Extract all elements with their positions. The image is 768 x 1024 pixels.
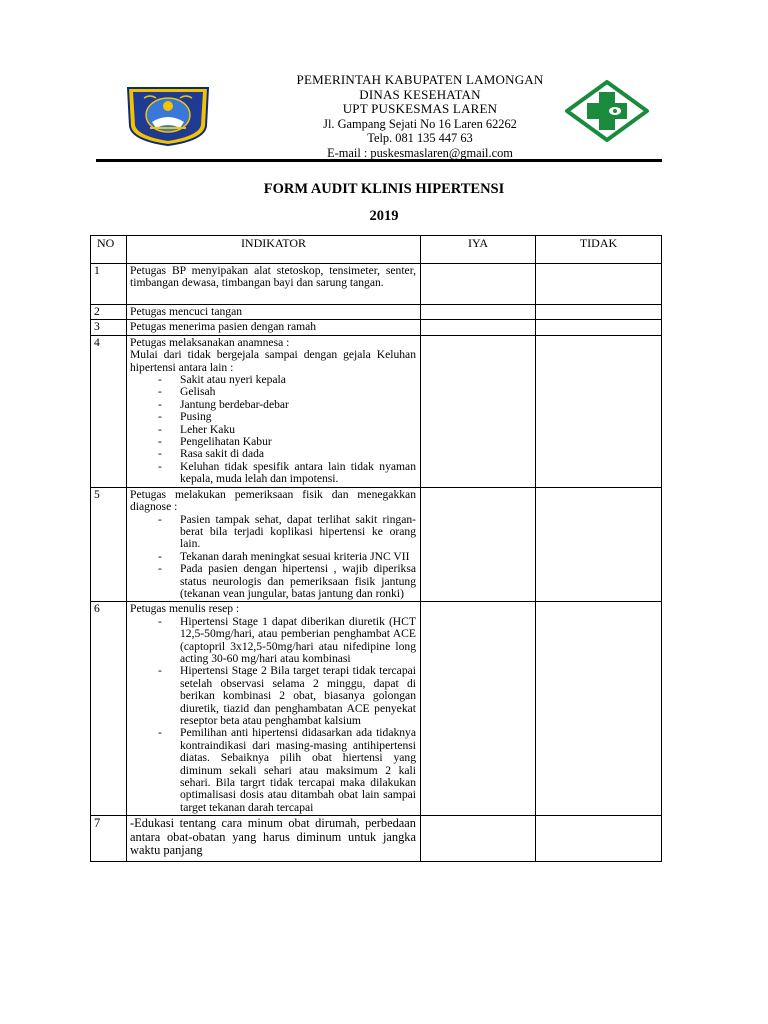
tidak-cell[interactable] xyxy=(536,602,662,816)
row-number: 2 xyxy=(91,305,127,320)
puskesmas-logo-icon xyxy=(565,80,649,142)
list-item: - Hipertensi Stage 1 dapat diberikan diuretik (HCT 12,5-50mg/hari, atau pemberian penghambat ACE (captopril 3x12,5-50mg/hari atau nifedipine long acting 30-60 mg/hari atau kombinasi xyxy=(180,616,416,666)
table-row xyxy=(91,264,662,305)
iya-cell[interactable] xyxy=(421,335,536,487)
row-number: 7 xyxy=(91,816,127,862)
list-item: - Pemilihan anti hipertensi didasarkan ada tidaknya kontraindikasi dari masing-masing antihipertensi diatas. Sebaiknya pilih obat hiertensi yang diminum sekali sehari atau maksimum 2 kali sehari. Bila targrt tidak tercapai maka dilakukan optimalisasi dosis atau ditambah obat lain sampai target tekanan darah tercapai xyxy=(180,727,416,814)
indicator-cell xyxy=(127,816,421,862)
header-email: E-mail : puskesmaslaren@gmail.com xyxy=(327,145,513,160)
header-indikator: INDIKATOR xyxy=(127,236,421,264)
list-item: - Gelisah xyxy=(180,386,416,398)
tidak-cell[interactable] xyxy=(536,305,662,320)
list-item: - Leher Kaku xyxy=(180,424,416,436)
indicator-text: Petugas BP menyipakan alat stetoskop, tensimeter, senter, timbangan dewasa, timbangan bayi dan sarung tangan. xyxy=(127,264,421,305)
indicator-cell xyxy=(127,335,421,487)
list-item: - Pengelihatan Kabur xyxy=(180,436,416,448)
header-government: PEMERINTAH KABUPATEN LAMONGAN xyxy=(296,72,544,87)
list-item: - Pada pasien dengan hipertensi , wajib diperiksa status neurologis dan pemeriksaan fisik jantung (tekanan vean jungular, batas jantung dan ronki) xyxy=(180,563,416,600)
tidak-cell[interactable] xyxy=(536,320,662,335)
lamongan-emblem-icon xyxy=(120,82,216,148)
form-title: FORM AUDIT KLINIS HIPERTENSI xyxy=(263,181,505,197)
tidak-cell[interactable] xyxy=(536,335,662,487)
row-number: 6 xyxy=(91,602,127,816)
indicator-text: Petugas mencuci tangan xyxy=(127,305,421,320)
findings-list xyxy=(130,514,416,601)
indicator-subtext: Mulai dari tidak bergejala sampai dengan gejala Keluhan hipertensi antara lain : xyxy=(130,348,416,374)
row-number: 5 xyxy=(91,487,127,602)
iya-cell[interactable] xyxy=(421,602,536,816)
header-agency: DINAS KESEHATAN xyxy=(359,86,481,102)
iya-cell[interactable] xyxy=(421,305,536,320)
list-item: - Rasa sakit di dada xyxy=(180,448,416,460)
row-number: 3 xyxy=(91,320,127,335)
header-tidak: TIDAK xyxy=(536,236,662,264)
indicator-cell xyxy=(127,602,421,816)
iya-cell[interactable] xyxy=(421,487,536,602)
indicator-text: Petugas menulis resep : xyxy=(130,602,240,616)
tidak-cell[interactable] xyxy=(536,816,662,862)
header-iya: IYA xyxy=(421,236,536,264)
indicator-text: Petugas menerima pasien dengan ramah xyxy=(127,320,421,335)
list-item: - Sakit atau nyeri kepala xyxy=(180,374,416,386)
table-row xyxy=(91,305,662,320)
table-row xyxy=(91,816,662,862)
iya-cell[interactable] xyxy=(421,816,536,862)
header-phone: Telp. 081 135 447 63 xyxy=(367,131,473,146)
audit-table xyxy=(90,235,662,862)
list-item: - Hipertensi Stage 2 Bila target terapi tidak tercapai setelah observasi selama 2 minggu, dapat di berikan kombinasi 2 obat, biasanya golongan diuretik, tiazid dan penghambatan ACE penyekat reseptor beta atau penghambat kalsium xyxy=(180,665,416,727)
indicator-text: Petugas melakukan pemeriksaan fisik dan menegakkan diagnose : xyxy=(130,487,416,514)
indicator-text: -Edukasi tentang cara minum obat dirumah, perbedaan antara obat-obatan yang harus diminum untuk jangka waktu panjang xyxy=(130,817,416,858)
list-item: - Pasien tampak sehat, dapat terlihat sakit ringan-berat bila terjadi koplikasi hipertensi ke orang lain. xyxy=(180,514,416,551)
header-no: NO xyxy=(91,236,127,264)
table-row xyxy=(91,602,662,816)
indicator-cell xyxy=(127,487,421,602)
indicator-text: Petugas melaksanakan anamnesa : xyxy=(130,335,290,349)
form-year: 2019 xyxy=(369,208,399,224)
iya-cell[interactable] xyxy=(421,264,536,305)
list-item: - Keluhan tidak spesifik antara lain tidak nyaman kepala, muda lelah dan impotensi. xyxy=(180,461,416,486)
header-address: Jl. Gampang Sejati No 16 Laren 62262 xyxy=(323,116,517,131)
table-row xyxy=(91,487,662,602)
table-header-row xyxy=(91,236,662,264)
row-number: 1 xyxy=(91,264,127,305)
tidak-cell[interactable] xyxy=(536,487,662,602)
list-item: - Tekanan darah meningkat sesuai kriteria JNC VII xyxy=(180,551,416,563)
row-number: 4 xyxy=(91,335,127,487)
header-divider xyxy=(96,159,662,162)
list-item: - Pusing xyxy=(180,411,416,423)
letterhead xyxy=(230,73,610,160)
list-item: - Jantung berdebar-debar xyxy=(180,399,416,411)
table-row xyxy=(91,320,662,335)
symptom-list xyxy=(130,374,416,486)
prescription-list xyxy=(130,616,416,815)
iya-cell[interactable] xyxy=(421,320,536,335)
table-row xyxy=(91,335,662,487)
tidak-cell[interactable] xyxy=(536,264,662,305)
header-unit: UPT PUSKESMAS LAREN xyxy=(342,101,498,116)
